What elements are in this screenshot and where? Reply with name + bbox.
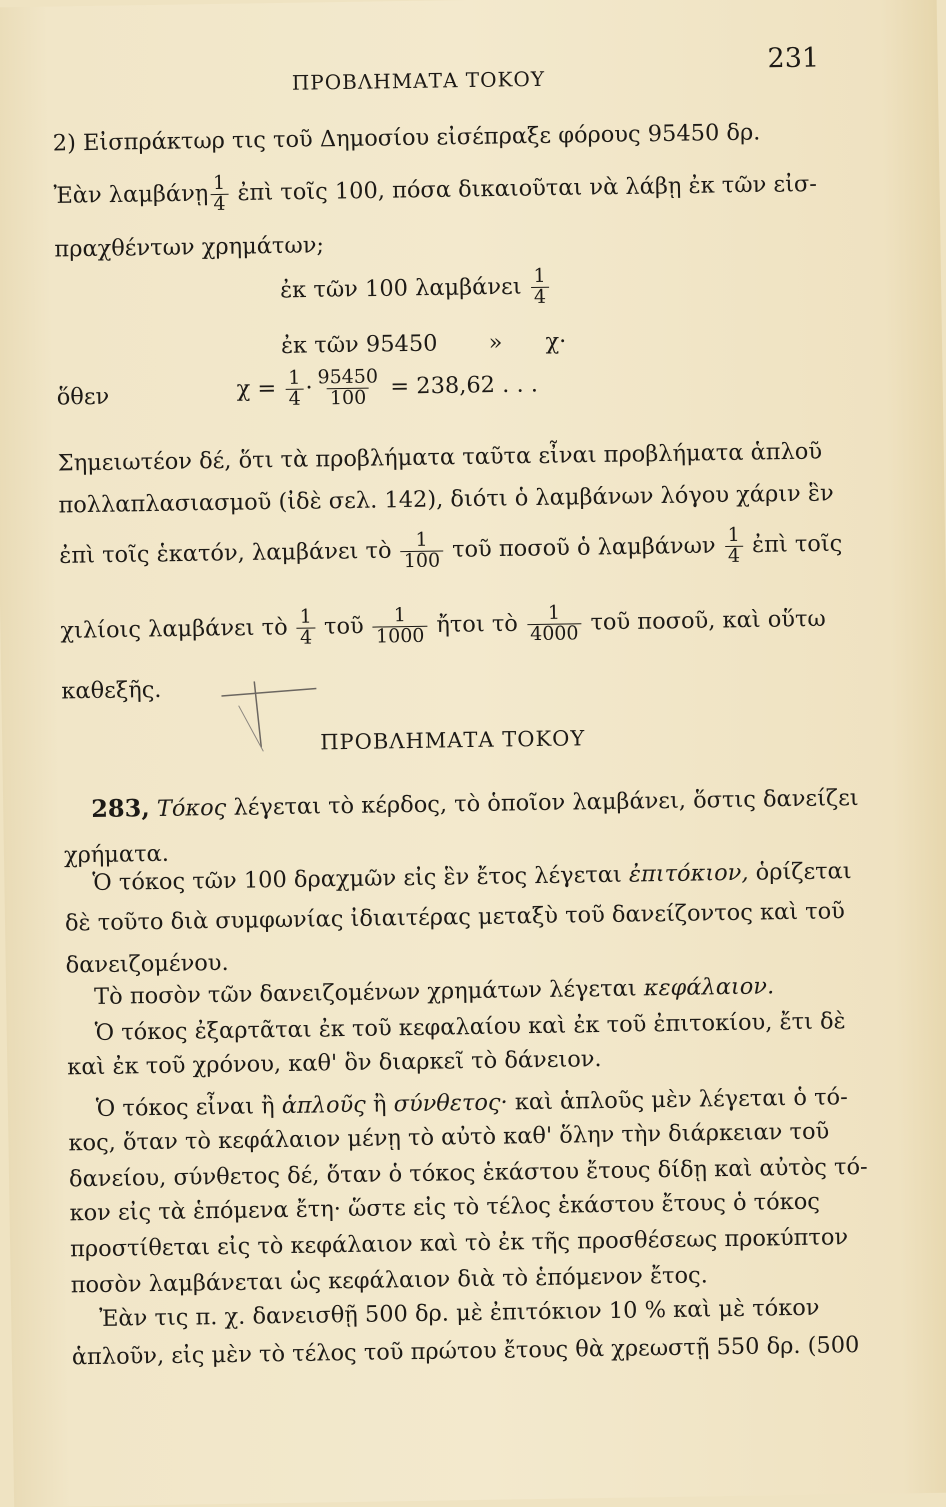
- solution-equation: χ = $\frac{1}{4}$ · $\frac{95450}{100}$ = 238,62 . . .: [236, 365, 539, 410]
- problem2-line1: 2) Εἰσπράκτωρ τις τοῦ Δημοσίου εἰσέπραξε φόρους 95450 δρ.: [52, 119, 761, 157]
- proportion-line1: ἐκ τῶν 100 λαμβάνει $\frac{1}{4}$: [280, 267, 551, 312]
- para283-line2: χρήματα.: [63, 840, 170, 869]
- para283-line10: κος, ὅταν τὸ κεφάλαιον μένῃ τὸ αὐτὸ καθ' ὅλην τὴν διάρκειαν τοῦ: [68, 1118, 830, 1157]
- para283-line3: Ὁ τόκος τῶν 100 δραχμῶν εἰς ἓν ἔτος λέγεται ἐπιτόκιον, ὁρίζεται: [92, 858, 852, 897]
- section-title: ΠΡΟΒΛΗΜΑΤΑ ΤΟΚΟΥ: [320, 726, 586, 755]
- note-line1: Σημειωτέον δέ, ὅτι τὰ προβλήματα ταῦτα εἶναι προβλήματα ἁπλοῦ: [57, 438, 823, 477]
- proportion-line2: ἐκ τῶν 95450 » χ·: [280, 328, 567, 359]
- fraction-one-four-thousandth: $\frac{1}{4000}$: [527, 603, 582, 645]
- problem2-line3: πραχθέντων χρημάτων;: [54, 232, 325, 263]
- page-number: 231: [767, 42, 820, 75]
- para283-line11: δανείου, σύνθετος δέ, ὅταν ὁ τόκος ἑκάστου ἔτους δίδῃ καὶ αὐτὸς τό-: [68, 1153, 868, 1193]
- fraction-one-quarter: $\frac{1}{4}$: [297, 607, 316, 648]
- note-line5: καθεξῆς.: [61, 676, 162, 705]
- fraction-one-hundredth: $\frac{1}{100}$: [400, 530, 443, 572]
- para283-line5: δανειζομένου.: [65, 949, 229, 979]
- fraction-one-quarter: $\frac{1}{4}$: [530, 267, 549, 308]
- fraction-95450-over-100: $\frac{95450}{100}$: [317, 365, 379, 410]
- note-line2: πολλαπλασιασμοῦ (ἰδὲ σελ. 142), διότι ὁ λαμβάνων λόγου χάριν ἓν: [58, 480, 834, 519]
- hence-label: ὅθεν: [56, 383, 110, 411]
- fraction-one-quarter: $\frac{1}{4}$: [724, 526, 743, 567]
- para283-line9: Ὁ τόκος εἶναι ἢ ἁπλοῦς ἢ σύνθετος· καὶ ἁπλοῦς μὲν λέγεται ὁ τό-: [95, 1084, 848, 1122]
- para283-line15: Ἐὰν τις π. χ. δανεισθῇ 500 δρ. μὲ ἐπιτόκιον 10 % καὶ μὲ τόκον: [99, 1294, 820, 1332]
- para283-line1: 283, Τόκος λέγεται τὸ κέρδος, τὸ ὁποῖον λαμβάνει, ὅστις δανείζει: [91, 784, 859, 824]
- fraction-one-thousandth: $\frac{1}{1000}$: [373, 606, 428, 648]
- para283-line16: ἁπλοῦν, εἰς μὲν τὸ τέλος τοῦ πρώτου ἔτους θὰ χρεωστῇ 550 δρ. (500: [71, 1332, 860, 1371]
- para283-line6: Τὸ ποσὸν τῶν δανειζομένων χρημάτων λέγεται κεφάλαιον.: [93, 973, 775, 1010]
- para283-line14: ποσὸν λαμβάνεται ὡς κεφάλαιον διὰ τὸ ἑπόμενον ἔτος.: [70, 1262, 708, 1299]
- para283-line13: προστίθεται εἰς τὸ κεφάλαιον καὶ τὸ ἐκ τῆς προσθέσεως προκύπτον: [69, 1224, 849, 1263]
- para283-line12: κον εἰς τὰ ἑπόμενα ἔτη· ὥστε εἰς τὸ τέλος ἑκάστου ἔτους ὁ τόκος: [69, 1188, 821, 1227]
- fraction-one-quarter: $\frac{1}{4}$: [210, 174, 229, 215]
- pencil-mark-icon: [216, 674, 327, 756]
- problem2-line2: Ἐὰν λαμβάνῃ $\frac{1}{4}$ ἐπὶ τοῖς 100, πόσα δικαιοῦται νὰ λάβῃ ἐκ τῶν εἰσ-: [53, 170, 818, 215]
- note-line3: ἐπὶ τοῖς ἑκατόν, λαμβάνει τὸ $\frac{1}{100}$ τοῦ ποσοῦ ὁ λαμβάνων $\frac{1}{4}$ ἐπὶ τοῖς: [59, 523, 843, 573]
- fraction-one-quarter: $\frac{1}{4}$: [285, 369, 304, 410]
- para283-line7: Ὁ τόκος ἐξαρτᾶται ἐκ τοῦ κεφαλαίου καὶ ἐκ τοῦ ἐπιτοκίου, ἔτι δὲ: [94, 1008, 846, 1046]
- para283-line4: δὲ τοῦτο διὰ συμφωνίας ἰδιαιτέρας μεταξὺ τοῦ δανείζοντος καὶ τοῦ: [64, 898, 846, 937]
- running-header: ΠΡΟΒΛΗΜΑΤΑ ΤΟΚΟΥ: [291, 66, 546, 95]
- para283-line8: καὶ ἐκ τοῦ χρόνου, καθ' ὃν διαρκεῖ τὸ δάνειον.: [67, 1046, 602, 1081]
- note-line4: χιλίοις λαμβάνει τὸ $\frac{1}{4}$ τοῦ $\frac{1}{1000}$ ἤτοι τὸ $\frac{1}{4000}$ τοῦ ποσοῦ, καὶ οὕτω: [60, 601, 826, 649]
